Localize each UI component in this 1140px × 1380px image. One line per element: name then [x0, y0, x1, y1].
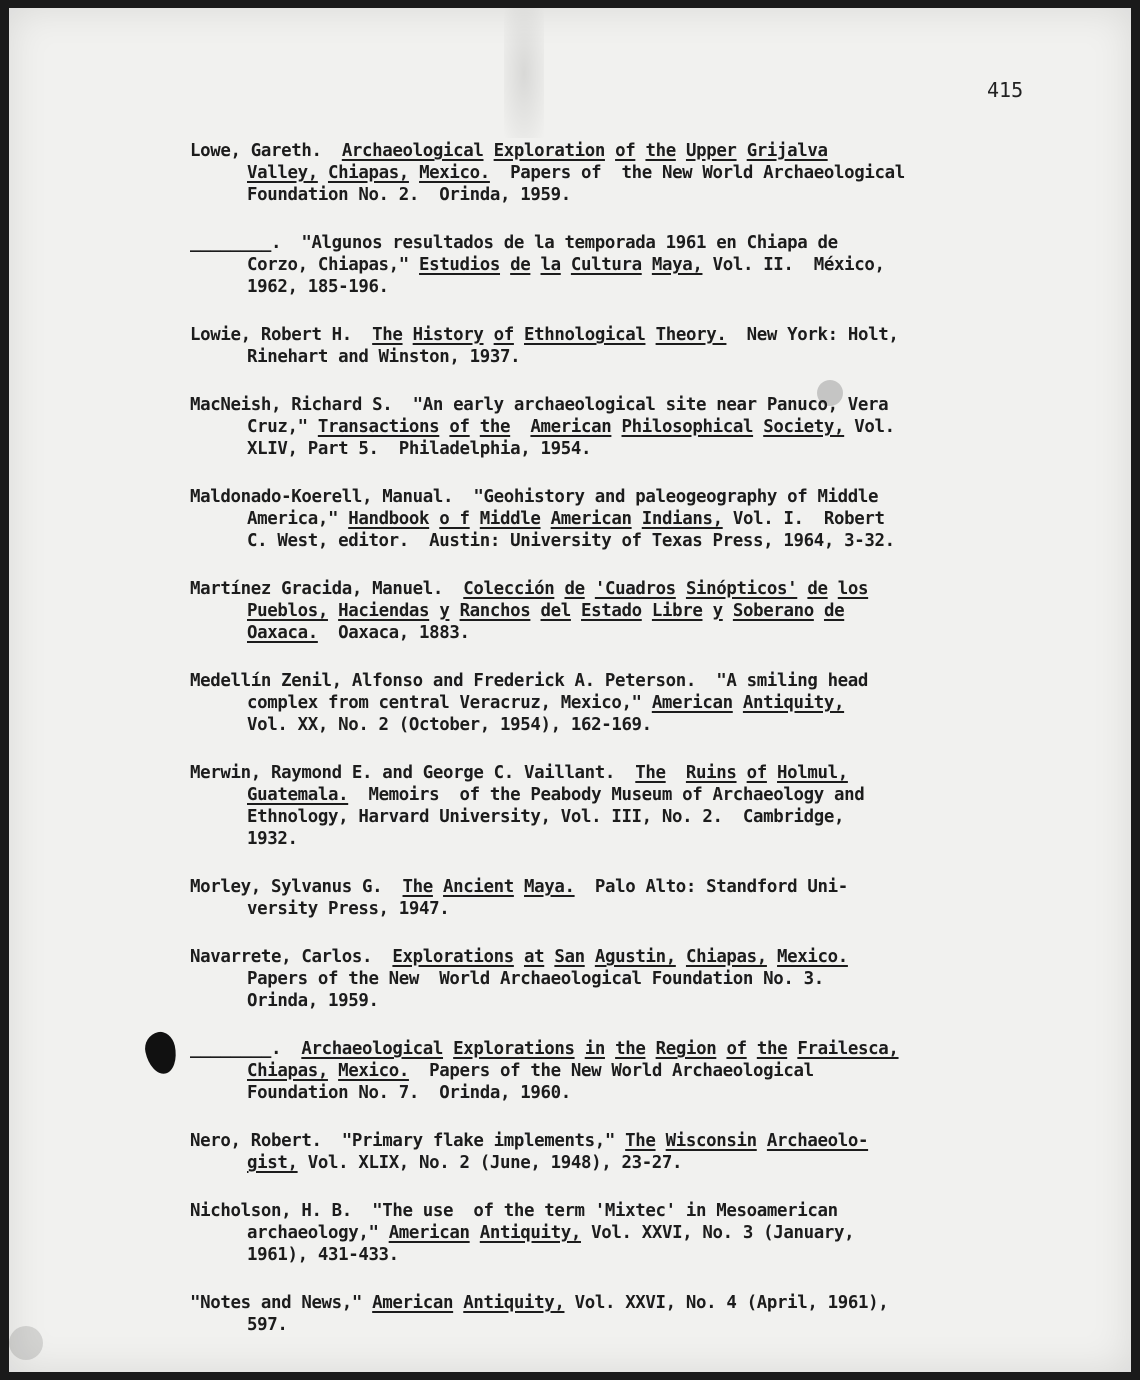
entry-text [429, 601, 439, 621]
underlined-title-word: Pueblos, [247, 601, 328, 621]
underlined-title-word: Transactions [317, 417, 440, 437]
entry-first-line [190, 394, 990, 416]
entry-continuation-line [190, 600, 990, 622]
entry-text: 597. [247, 1315, 288, 1335]
entry-text [753, 417, 763, 437]
entry-text [716, 1039, 726, 1059]
entry-text [561, 255, 571, 275]
underlined-title-word: The [635, 763, 666, 783]
ink-blot [142, 1029, 180, 1076]
entry-continuation-line [190, 416, 990, 438]
underlined-title-word: Estado [581, 601, 642, 621]
underlined-title-word: American [372, 1293, 454, 1313]
underlined-title-word: Mexico. [338, 1061, 409, 1081]
entry-text: Vol. XXVI, No. 3 (January, [580, 1223, 855, 1243]
entry-text [605, 141, 615, 161]
entry-first-line [190, 324, 990, 346]
entry-continuation-line [190, 806, 990, 828]
entry-text [635, 141, 645, 161]
entry-continuation-line [190, 438, 990, 460]
entry-continuation-line [190, 784, 990, 806]
underlined-title-word: of [449, 417, 470, 437]
entry-text [585, 947, 595, 967]
entry-text: Foundation No. 7. Orinda, 1960. [247, 1083, 571, 1103]
underlined-title-word: Region [655, 1039, 717, 1059]
bibliography-entry [190, 1292, 990, 1336]
underlined-title-word: Cultura [570, 255, 642, 275]
underlined-title-word: Maya. [524, 877, 575, 897]
bibliography-entry [190, 1200, 990, 1266]
underlined-title-word: The [372, 325, 403, 345]
underlined-title-word: the [479, 417, 511, 437]
underlined-title-word: Soberano [732, 601, 814, 621]
underlined-title-word: del [540, 601, 571, 621]
underlined-title-word: Indians, [641, 509, 723, 529]
underlined-title-word: Haciendas [338, 601, 430, 621]
entry-continuation-line [190, 1244, 990, 1266]
underlined-title-word: Grijalva [746, 141, 828, 161]
entry-text: Papers of the New World Archaeological [489, 163, 905, 183]
entry-text [544, 947, 554, 967]
entry-text [443, 1039, 453, 1059]
underlined-title-word: in [584, 1039, 605, 1059]
entry-text [797, 579, 807, 599]
bibliography-entry [190, 670, 990, 736]
underlined-title-word: Ancient [443, 877, 514, 897]
entry-text [328, 1061, 338, 1081]
entry-text [645, 325, 655, 345]
underlined-title-word: Wisconsin [665, 1131, 757, 1151]
underlined-title-word: Society, [763, 417, 845, 437]
entry-text [575, 1039, 585, 1059]
entry-text: ________. "Algunos resultados de la temporada 1961 en Chiapa de [190, 233, 838, 253]
underlined-title-word: American [530, 417, 612, 437]
entry-text [767, 947, 777, 967]
entry-text: Medellín Zenil, Alfonso and Frederick A. Peterson. "A smiling head [190, 671, 869, 691]
entry-text [514, 947, 524, 967]
underlined-title-word: San [554, 947, 585, 967]
entry-text [403, 325, 413, 345]
entry-first-line [190, 762, 990, 784]
entry-text [429, 509, 439, 529]
entry-text [530, 255, 540, 275]
entry-continuation-line [190, 530, 990, 552]
entry-text: Lowie, Robert H. [190, 325, 373, 345]
entry-text [814, 601, 824, 621]
underlined-title-word: Holmul, [777, 763, 848, 783]
underlined-title-word: The [625, 1131, 656, 1151]
entry-text: versity Press, 1947. [247, 899, 450, 919]
underlined-title-word: Maya, [651, 255, 703, 275]
entry-text [514, 877, 524, 897]
entry-text: Corzo, Chiapas," [247, 255, 420, 275]
entry-text [514, 325, 524, 345]
entry-text [645, 1039, 655, 1059]
entry-text [470, 417, 480, 437]
entry-first-line [190, 1038, 990, 1060]
entry-text [439, 417, 449, 437]
entry-text: Orinda, 1959. [247, 991, 379, 1011]
entry-text [318, 163, 328, 183]
underlined-title-word: Exploration [493, 141, 605, 161]
underlined-title-word: Middle [479, 509, 541, 529]
bibliography-entry [190, 324, 990, 368]
entry-text [530, 601, 540, 621]
underlined-title-word: of [746, 763, 767, 783]
underlined-title-word: Mexico. [419, 163, 490, 183]
underlined-title-word: de [823, 601, 845, 621]
underlined-title-word: Theory. [655, 325, 727, 345]
underlined-title-word: Sinópticos' [685, 579, 798, 599]
entry-first-line [190, 578, 990, 600]
entry-text: Lowe, Gareth. [190, 141, 342, 161]
entry-text [676, 141, 686, 161]
underlined-title-word: American [651, 693, 733, 713]
underlined-title-word: at [523, 947, 545, 967]
entry-continuation-line [190, 162, 990, 184]
bibliography-entry [190, 394, 990, 460]
underlined-title-word: of [615, 141, 636, 161]
entry-text [470, 1223, 480, 1243]
entry-first-line [190, 140, 990, 162]
entry-text: Maldonado-Koerell, Manual. "Geohistory and paleogeography of Middle [190, 487, 879, 507]
entry-text: Memoirs of the Peabody Museum of Archaeology and [348, 785, 865, 805]
entry-text: 1962, 185-196. [247, 277, 389, 297]
entry-text [470, 509, 480, 529]
entry-text [484, 141, 494, 161]
entry-text [642, 255, 652, 275]
entry-continuation-line [190, 1152, 990, 1174]
entry-text: Papers of the New World Archaeological [408, 1061, 814, 1081]
page-number: 415 [987, 78, 1024, 102]
entry-text: Vol. II. México, [702, 255, 885, 275]
entry-text [453, 1293, 463, 1313]
entry-text: Vol. I. Robert [722, 509, 885, 529]
underlined-title-word: of [493, 325, 514, 345]
entry-text [787, 1039, 797, 1059]
entry-first-line [190, 876, 990, 898]
entry-text: Martínez Gracida, Manuel. [190, 579, 464, 599]
entry-text: complex from central Veracruz, Mexico," [247, 693, 652, 713]
document-page [9, 8, 1131, 1372]
underlined-title-word: Antiquity, [479, 1223, 581, 1243]
underlined-title-word: la [540, 255, 561, 275]
entry-text [484, 325, 494, 345]
underlined-title-word: Archaeolo- [766, 1131, 869, 1151]
underlined-title-word: The [402, 877, 433, 897]
underlined-title-word: y [712, 601, 723, 621]
underlined-title-word: of [726, 1039, 747, 1059]
entry-text: Vol. XXVI, No. 4 (April, 1961), [564, 1293, 889, 1313]
entry-text: Palo Alto: Standford Uni- [574, 877, 848, 897]
entry-text: 1961), 431-433. [247, 1245, 399, 1265]
entry-text [409, 163, 419, 183]
underlined-title-word: Archaeological [341, 141, 484, 161]
entry-first-line [190, 670, 990, 692]
underlined-title-word: gist, [247, 1153, 298, 1173]
entry-continuation-line [190, 346, 990, 368]
entry-text [676, 947, 686, 967]
entry-text [723, 601, 733, 621]
underlined-title-word: Colección [463, 579, 555, 599]
entry-text [642, 601, 652, 621]
entry-text [500, 255, 510, 275]
underlined-title-word: Explorations [392, 947, 514, 967]
underlined-title-word: Libre [651, 601, 703, 621]
underlined-title-word: Chiapas, [247, 1061, 328, 1081]
entry-text: Navarrete, Carlos. [190, 947, 393, 967]
bibliography-entry [190, 762, 990, 850]
underlined-title-word: de [510, 255, 531, 275]
underlined-title-word: Ruins [685, 763, 737, 783]
underlined-title-word: Estudios [419, 255, 501, 275]
scan-smudge [504, 8, 544, 138]
entry-first-line [190, 486, 990, 508]
bibliography-entry [190, 486, 990, 552]
underlined-title-word: Antiquity, [742, 693, 845, 713]
entry-continuation-line [190, 968, 990, 990]
entry-continuation-line [190, 828, 990, 850]
entry-text [656, 1131, 666, 1151]
entry-text: Morley, Sylvanus G. [190, 877, 403, 897]
entry-text [737, 141, 747, 161]
entry-text: Rinehart and Winston, 1937. [247, 347, 521, 367]
entry-first-line [190, 946, 990, 968]
bibliography-entry [190, 876, 990, 920]
entry-text: MacNeish, Richard S. "An early archaeological site near Panuco, Vera [190, 395, 889, 415]
entry-text [571, 601, 581, 621]
underlined-title-word: Handbook [348, 509, 430, 529]
entry-continuation-line [190, 990, 990, 1012]
entry-continuation-line [190, 692, 990, 714]
entry-text: Nero, Robert. "Primary flake implements," [190, 1131, 626, 1151]
underlined-title-word: Ranchos [459, 601, 531, 621]
underlined-title-word: Upper [685, 141, 737, 161]
entry-first-line [190, 1130, 990, 1152]
underlined-title-word: o f [439, 509, 470, 529]
underlined-title-word: Archaeological [301, 1039, 444, 1059]
underlined-title-word: de [564, 579, 585, 599]
underlined-title-word: 'Cuadros [594, 579, 676, 599]
entry-continuation-line [190, 898, 990, 920]
bibliography-list [190, 140, 990, 1336]
entry-continuation-line [190, 184, 990, 206]
bibliography-entry [190, 1130, 990, 1174]
entry-text [585, 579, 595, 599]
scan-corner-smudge [9, 1326, 43, 1360]
entry-continuation-line [190, 254, 990, 276]
underlined-title-word: Philosophical [621, 417, 754, 437]
entry-text [733, 693, 743, 713]
entry-text [554, 579, 564, 599]
entry-text: 1932. [247, 829, 298, 849]
underlined-title-word: the [645, 141, 676, 161]
underlined-title-word: y [439, 601, 450, 621]
underlined-title-word: Explorations [453, 1039, 575, 1059]
underlined-title-word: Antiquity, [463, 1293, 565, 1313]
entry-text [510, 417, 530, 437]
entry-text: America," [247, 509, 349, 529]
entry-first-line [190, 232, 990, 254]
underlined-title-word: Mexico. [777, 947, 848, 967]
entry-text: Vol. XLIX, No. 2 (June, 1948), 23-27. [297, 1153, 683, 1173]
entry-first-line [190, 1292, 990, 1314]
entry-text: ________. [190, 1039, 302, 1059]
bibliography-entry [190, 1038, 990, 1104]
entry-text: Vol. XX, No. 2 (October, 1954), 162-169. [247, 715, 652, 735]
entry-text [666, 763, 686, 783]
underlined-title-word: American [388, 1223, 470, 1243]
underlined-title-word: los [837, 579, 869, 599]
entry-continuation-line [190, 1060, 990, 1082]
entry-text: Nicholson, H. B. "The use of the term 'Mixtec' in Mesoamerican [190, 1201, 838, 1221]
entry-text: archaeology," [247, 1223, 389, 1243]
entry-text: XLIV, Part 5. Philadelphia, 1954. [247, 439, 592, 459]
underlined-title-word: Chiapas, [327, 163, 409, 183]
entry-text: New York: Holt, [726, 325, 899, 345]
underlined-title-word: History [412, 325, 484, 345]
entry-text: Merwin, Raymond E. and George C. Vaillant. [190, 763, 636, 783]
entry-text [632, 509, 642, 529]
underlined-title-word: Agustin, [594, 947, 676, 967]
entry-text [449, 601, 459, 621]
entry-continuation-line [190, 1222, 990, 1244]
entry-text [328, 601, 338, 621]
entry-text: "Notes and News," [190, 1293, 373, 1313]
entry-text: C. West, editor. Austin: University of Texas Press, 1964, 3-32. [247, 531, 895, 551]
entry-continuation-line [190, 1082, 990, 1104]
underlined-title-word: Ethnological [524, 325, 646, 345]
entry-text: Cruz," [247, 417, 318, 437]
underlined-title-word: Chiapas, [685, 947, 767, 967]
bibliography-entry [190, 232, 990, 298]
underlined-title-word: de [807, 579, 828, 599]
bibliography-entry [190, 578, 990, 644]
bibliography-entry [190, 140, 990, 206]
entry-text [737, 763, 747, 783]
underlined-title-word: Guatemala. [247, 785, 349, 805]
entry-text [757, 1131, 767, 1151]
entry-text [541, 509, 551, 529]
entry-text [767, 763, 777, 783]
entry-text: Papers of the New World Archaeological Foundation No. 3. [247, 969, 824, 989]
entry-continuation-line [190, 276, 990, 298]
entry-text [828, 579, 838, 599]
bibliography-entry [190, 946, 990, 1012]
entry-text [676, 579, 686, 599]
entry-text: Foundation No. 2. Orinda, 1959. [247, 185, 571, 205]
entry-text: Ethnology, Harvard University, Vol. III, No. 2. Cambridge, [247, 807, 845, 827]
entry-text [703, 601, 713, 621]
entry-text [611, 417, 621, 437]
entry-text [747, 1039, 757, 1059]
entry-continuation-line [190, 508, 990, 530]
entry-text [605, 1039, 615, 1059]
entry-continuation-line [190, 622, 990, 644]
entry-text: Oaxaca, 1883. [317, 623, 470, 643]
entry-continuation-line [190, 1314, 990, 1336]
underlined-title-word: Frailesca, [797, 1039, 899, 1059]
underlined-title-word: the [756, 1039, 788, 1059]
underlined-title-word: Oaxaca. [247, 623, 318, 643]
underlined-title-word: the [615, 1039, 646, 1059]
underlined-title-word: American [550, 509, 632, 529]
entry-text: Vol. [844, 417, 895, 437]
underlined-title-word: Valley, [247, 163, 318, 183]
entry-continuation-line [190, 714, 990, 736]
entry-text [433, 877, 443, 897]
entry-first-line [190, 1200, 990, 1222]
